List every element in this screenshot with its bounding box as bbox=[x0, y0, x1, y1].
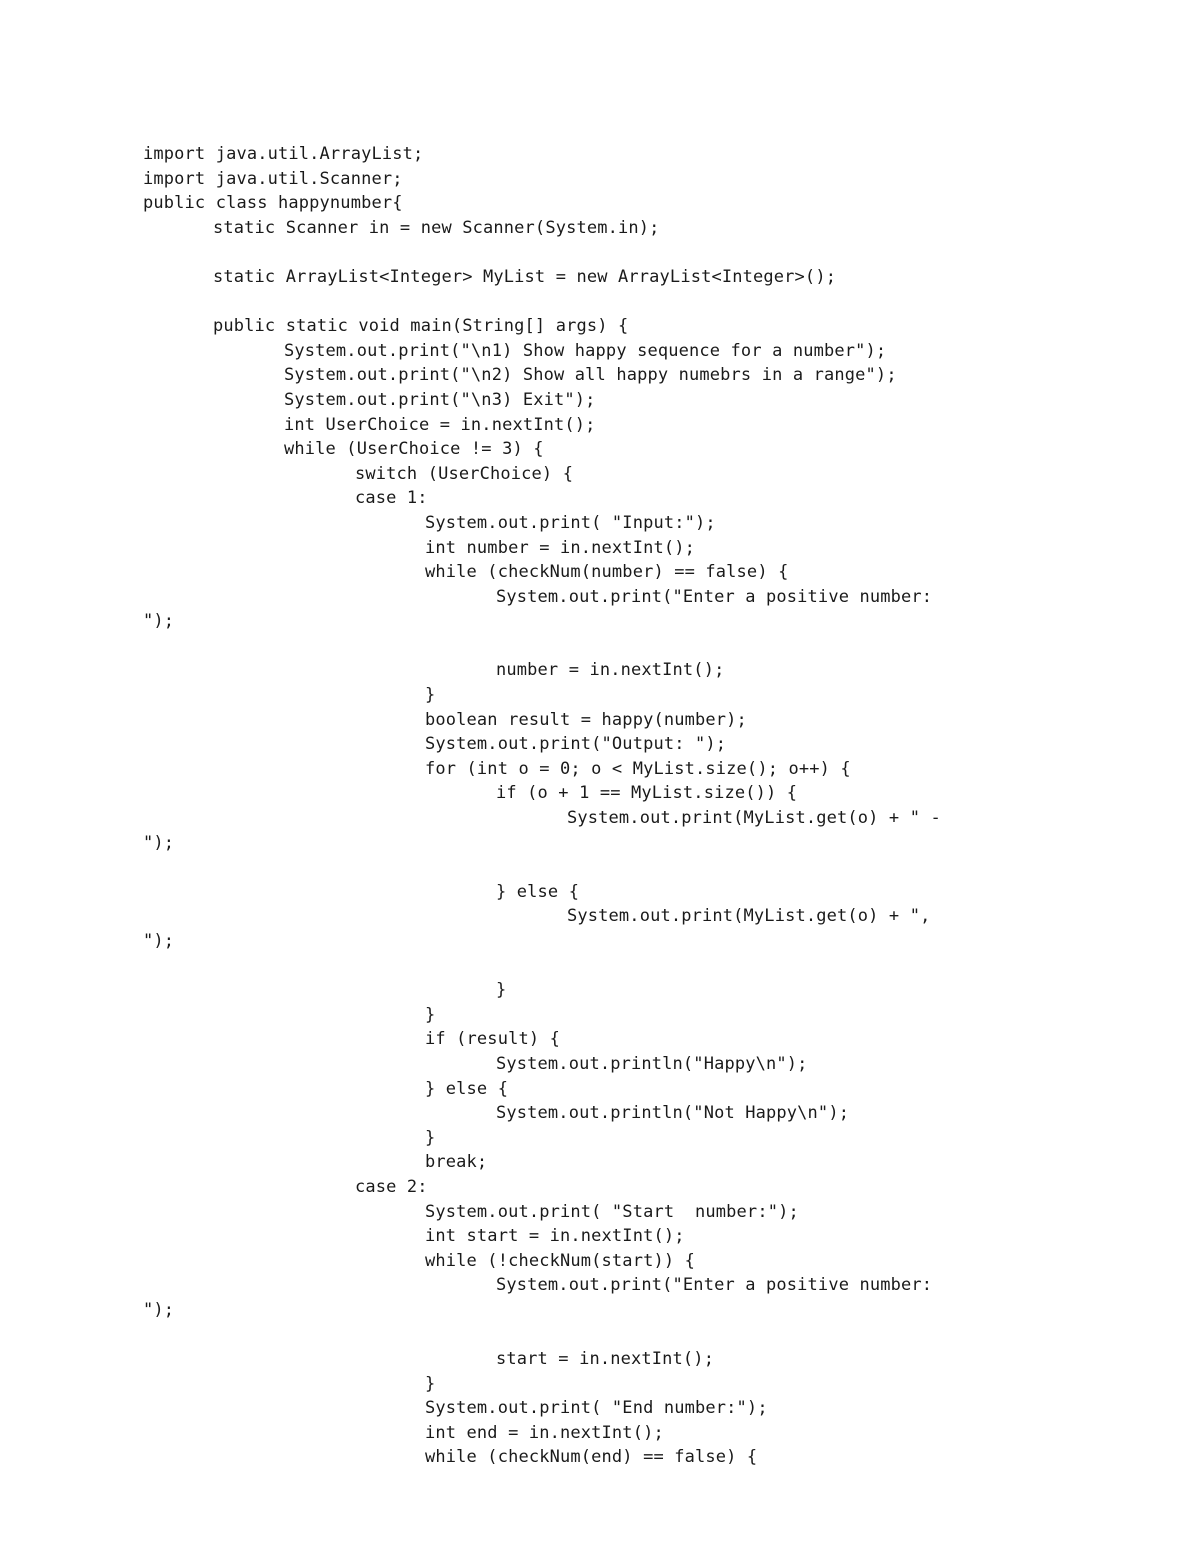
blank-line bbox=[143, 240, 941, 265]
code-line: "); bbox=[143, 931, 175, 951]
code-line: int start = in.nextInt(); bbox=[425, 1226, 685, 1247]
code-line: int UserChoice = in.nextInt(); bbox=[284, 414, 596, 435]
code-line: while (checkNum(number) == false) { bbox=[425, 562, 789, 583]
code-line: static ArrayList<Integer> MyList = new ArrayList<Integer>(); bbox=[213, 266, 837, 287]
code-line: if (o + 1 == MyList.size()) { bbox=[496, 783, 798, 804]
code-line: System.out.print("\n2) Show all happy numebrs in a range"); bbox=[284, 365, 897, 386]
code-line: static Scanner in = new Scanner(System.in); bbox=[213, 217, 660, 238]
code-line: } bbox=[425, 1127, 436, 1148]
code-line: number = in.nextInt(); bbox=[496, 660, 725, 681]
code-line: } bbox=[425, 685, 436, 706]
code-line: boolean result = happy(number); bbox=[425, 709, 747, 730]
code-line: public static void main(String[] args) { bbox=[213, 316, 629, 337]
code-line: switch (UserChoice) { bbox=[355, 463, 574, 484]
code-line: case 1: bbox=[355, 488, 428, 509]
code-line: "); bbox=[143, 1299, 175, 1320]
code-line: System.out.print("\n3) Exit"); bbox=[284, 389, 596, 410]
code-line: while (UserChoice != 3) { bbox=[284, 439, 544, 460]
code-line: "); bbox=[143, 832, 175, 853]
code-line: } bbox=[425, 1373, 436, 1394]
code-line: if (result) { bbox=[425, 1029, 561, 1050]
code-line: while (checkNum(end) == false) { bbox=[425, 1447, 758, 1468]
blank-line bbox=[143, 855, 941, 880]
code-line: System.out.print("Enter a positive number: bbox=[496, 586, 933, 607]
code-line: System.out.println("Happy\n"); bbox=[496, 1053, 808, 1074]
code-line: case 2: bbox=[355, 1176, 428, 1197]
blank-line bbox=[143, 634, 941, 659]
code-line: System.out.print("Output: "); bbox=[425, 734, 727, 755]
code-line: System.out.print("\n1) Show happy sequence for a number"); bbox=[284, 340, 887, 361]
code-line: public class happynumber{ bbox=[143, 193, 403, 214]
code-line: break; bbox=[425, 1152, 488, 1173]
code-line: for (int o = 0; o < MyList.size(); o++) { bbox=[425, 758, 851, 779]
code-line: System.out.println("Not Happy\n"); bbox=[496, 1103, 850, 1124]
code-line: System.out.print( "Input:"); bbox=[425, 512, 716, 533]
code-line: start = in.nextInt(); bbox=[496, 1349, 715, 1370]
code-line: int number = in.nextInt(); bbox=[425, 537, 696, 558]
code-line: System.out.print("Enter a positive number: bbox=[496, 1275, 933, 1296]
code-line: } bbox=[425, 1004, 436, 1025]
code-line: System.out.print(MyList.get(o) + " - bbox=[567, 808, 941, 829]
code-line: } bbox=[496, 980, 507, 1001]
code-line: while (!checkNum(start)) { bbox=[425, 1250, 696, 1271]
code-line: import java.util.Scanner; bbox=[143, 168, 403, 189]
code-line: "); bbox=[143, 611, 175, 632]
code-line: int end = in.nextInt(); bbox=[425, 1422, 664, 1443]
code-line: } else { bbox=[425, 1078, 509, 1099]
code-line: import java.util.ArrayList; bbox=[143, 144, 424, 164]
code-line: } else { bbox=[496, 881, 580, 902]
code-line: System.out.print( "End number:"); bbox=[425, 1398, 768, 1419]
blank-line bbox=[143, 1323, 941, 1348]
code-line: System.out.print(MyList.get(o) + ", bbox=[567, 906, 931, 927]
code-line: System.out.print( "Start number:"); bbox=[425, 1201, 799, 1222]
blank-line bbox=[143, 954, 941, 979]
blank-line bbox=[143, 290, 941, 315]
code-listing bbox=[143, 142, 941, 1470]
